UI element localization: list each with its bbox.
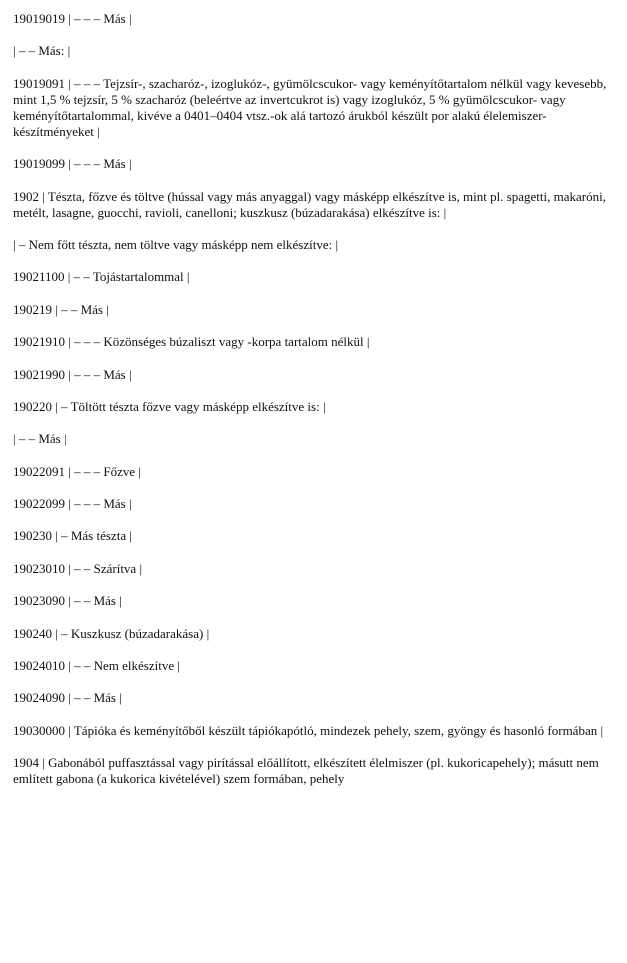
tariff-line-19023010: 19023010 | – – Szárítva | (13, 560, 143, 576)
tariff-line-190219: 190219 | – – Más | (13, 301, 109, 317)
tariff-line-1904: 1904 | Gabonából puffasztással vagy pirítással előállított, elkészített élelmiszer (pl. kukoricapehely); másutt nem említett gabona (a kukorica kivételével) szem formában, pehely (13, 755, 599, 787)
tariff-line-nem-fott-teszta: | – Nem főtt tészta, nem töltve vagy másképp nem elkészítve: | (13, 236, 339, 252)
tariff-line-19021100: 19021100 | – – Tojástartalommal | (13, 269, 190, 285)
tariff-line-19024010: 19024010 | – – Nem elkészítve | (13, 658, 180, 674)
tariff-line-mas-subgroup: | – – Más | (13, 431, 67, 447)
tariff-line-19019019: 19019019 | – – – Más | (13, 11, 132, 26)
tariff-line-19022099: 19022099 | – – – Más | (13, 496, 132, 512)
document-body (13, 11, 619, 804)
tariff-line-19022091: 19022091 | – – – Főzve | (13, 463, 141, 479)
tariff-line-19019099: 19019099 | – – – Más | (13, 156, 132, 172)
tariff-line-19030000: 19030000 | Tápióka és keményítőből készült tápiókapótló, mindezek pehely, szem, gyöngy és hasonló formában | (13, 722, 604, 738)
tariff-line-19021990: 19021990 | – – – Más | (13, 366, 132, 382)
tariff-line-190220: 190220 | – Töltött tészta főzve vagy másképp elkészítve is: | (13, 398, 326, 414)
tariff-line-19021910: 19021910 | – – – Közönséges búzaliszt vagy -korpa tartalom nélkül | (13, 334, 370, 350)
tariff-line-190230: 190230 | – Más tészta | (13, 528, 132, 544)
tariff-line-1902: 1902 | Tészta, főzve és töltve (hússal vagy más anyaggal) vagy másképp elkészítve is, mint pl. spagetti, makaróni, metélt, lasagne, guocchi, ravioli, canelloni; kuszkusz (búzadarakása) elkészítve is: | (13, 188, 606, 220)
tariff-line-mas-group: | – – Más: | (13, 43, 71, 59)
tariff-line-19019091: 19019091 | – – – Tejzsír-, szacharóz-, izoglukóz-, gyümölcscukor- vagy keményítőtartalom nélkül vagy kevesebb, mint 1,5 % tejzsír, 5 % szacharóz (beleértve az invertcukrot is) vagy izoglukóz, 5 % gyümölcscukor- vagy keményítőtartalommal, kivéve a 0401–0404 vtsz.-ok alá tartozó árukból készült por alakú élelemiszer-készítményeket | (13, 75, 607, 139)
tariff-line-19024090: 19024090 | – – Más | (13, 690, 122, 706)
tariff-line-19023090: 19023090 | – – Más | (13, 593, 122, 609)
tariff-line-190240: 190240 | – Kuszkusz (búzadarakása) | (13, 625, 210, 641)
